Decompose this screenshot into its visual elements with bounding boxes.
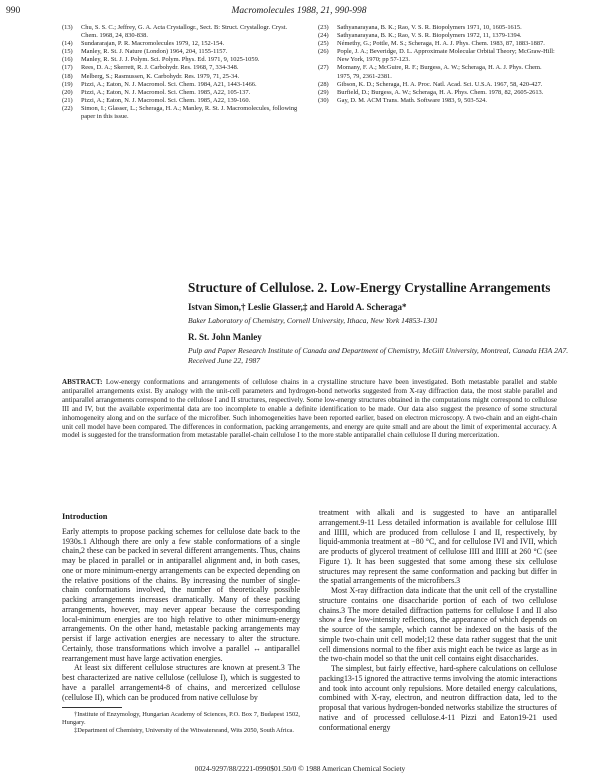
journal-citation: Macromolecules 1988, 21, 990-998 (231, 6, 367, 16)
reference-text: Manley, R. St. J. J. Polym. Sci. Polym. Phys. Ed. 1971, 9, 1025-1059. (81, 56, 260, 64)
reference-entry (62, 64, 299, 72)
reference-text: Pizzi, A.; Eaton, N. J. Macromol. Sci. Chem. 1985, A22, 105-137. (81, 88, 251, 96)
reference-entry (62, 24, 299, 40)
reference-number: (27) (318, 64, 329, 72)
reference-text: Sundararajan, P. R. Macromolecules 1979, 12, 152-154. (81, 40, 225, 48)
body-column-right (319, 508, 557, 732)
affiliation-mcgill: Pulp and Paper Research Institute of Canada and Department of Chemistry, McGill University, Montreal, Canada H3A 2A7. Received June 22, 1987 (188, 346, 569, 365)
reference-number: (17) (62, 64, 73, 72)
reference-number: (26) (318, 48, 329, 56)
body-paragraph: Most X-ray diffraction data indicate that the unit cell of the crystalline structure contains one disaccharide portion of each of two cellulose chains.3 The more detailed diffraction patterns for cellulose I and II also show a few low-intensity reflections, the appearance of which depends on the source of the sample, which cannot be indexed on the basis of the simple two-chain unit cell model;12 these data rather suggest that the unit cell dimensions normal to the fiber axis might each be twice as large as in the two-chain model so that the unit cell contains eight disaccharides. (319, 586, 557, 664)
section-heading-introduction: Introduction (62, 512, 108, 521)
reference-entry (62, 40, 299, 48)
reference-entry (62, 73, 299, 81)
reference-list-left (62, 24, 299, 121)
footnote-hungary: †Institute of Enzymology, Hungarian Academy of Sciences, P.O. Box 7, Budapest 1502, Hungary. (62, 711, 300, 727)
page-number: 990 (6, 6, 21, 16)
reference-entry (318, 32, 555, 40)
reference-entry (62, 97, 299, 105)
body-paragraph: The simplest, but fairly effective, hard-sphere calculations on cellulose packing13-15 ignored the attractive terms involving the atomic interactions and took into account only repulsions. More detailed energy calculations, combined with X-ray, electron, and neutron diffraction data, led to the proposal that various hydrogen-bonded networks stabilize the structures of native and of processed cellulose.4-11 Pizzi and Eaton19-21 used conformational energy (319, 664, 557, 732)
reference-number: (24) (318, 32, 329, 40)
abstract-label: ABSTRACT: (62, 378, 103, 386)
reference-text: Simon, I.; Glasser, L.; Scheraga, H. A.; Manley, R. St. J. Macromolecules, following paper in this issue. (81, 104, 298, 121)
reference-entry (318, 81, 555, 89)
reference-entry (318, 89, 555, 97)
reference-number: (28) (318, 80, 329, 88)
footnote-divider (62, 707, 122, 708)
reference-entry (318, 24, 555, 32)
reference-number: (23) (318, 24, 329, 31)
body-paragraph: At least six different cellulose structures are known at present.3 The best characterized are native cellulose (cellulose I), which is suggested to have a parallel arrangement4-8 of chains, and mercerized cellulose (cellulose II), which can be produced from native cellulose by (62, 663, 300, 702)
copyright-line: 0024-9297/88/2221-0990$01.50/0 © 1988 American Chemical Society (194, 764, 406, 773)
footnote-south-africa: ‡Department of Chemistry, University of the Witwatersrand, Wits 2050, South Africa. (74, 727, 294, 735)
reference-entry (62, 48, 299, 56)
reference-text: Momany, F. A.; McGuire, R. F.; Burgess, A. W.; Scheraga, H. A. J. Phys. Chem. 1975, 79, 2361-2381. (337, 64, 542, 80)
body-paragraph: treatment with alkali and is suggested to have an antiparallel arrangement.9-11 Less detailed information is available for cellulose IIII and IIIII, which are produced from cellulose I and II, respectively, by liquid-ammonia treatment at −80 °C, and for cellulose IVI and IVII, which are products of glycerol treatment of cellulose IIII and IIIII at 260 °C (see Figure 1). It has been suggested that some among these six cellulose structures may represent the same conformation and packing but differ in the spatial arrangements of the microfibers.3 (319, 508, 557, 586)
reference-text: Rees, D. A.; Skerrett, R. J. Carbohydr. Res. 1968, 7, 334-348. (81, 64, 239, 72)
reference-entry (318, 40, 555, 48)
reference-text: Sathyanarayana, B. K.; Rao, V. S. R. Biopolymers 1971, 10, 1605-1615. (337, 24, 522, 31)
reference-entry (62, 81, 299, 89)
reference-entry (318, 48, 555, 64)
reference-text: Gibson, K. D.; Scheraga, H. A. Proc. Natl. Acad. Sci. U.S.A. 1967, 58, 420-427. (337, 80, 543, 88)
body-column-left (62, 508, 300, 735)
reference-entry (318, 97, 555, 105)
reference-number: (25) (318, 40, 329, 48)
reference-number: (21) (62, 96, 73, 104)
reference-number: (15) (62, 48, 73, 56)
reference-number: (30) (318, 96, 329, 104)
affiliation-cornell: Baker Laboratory of Chemistry, Cornell University, Ithaca, New York 14853-1301 (188, 316, 438, 325)
running-head (6, 6, 592, 20)
reference-text: Pople, J. A.; Beveridge, D. L. Approximate Molecular Orbital Theory; McGraw-Hill: New York, 1970; pp 57-123. (337, 48, 555, 64)
reference-text: Sathyanarayana, B. K.; Rao, V. S. R. Biopolymers 1972, 11, 1379-1394. (337, 32, 522, 40)
reference-number: (13) (62, 24, 73, 31)
abstract-text: Low-energy conformations and arrangements of cellulose chains in a crystalline structure have been investigated. Both metastable parallel and stable antiparallel arrangements exist. By analogy with the unit-cell parameters and hydrogen-bond networks suggested from X-ray diffraction data, the most stable parallel and antiparallel arrangements correspond to the cellulose I and II structures, respectively. Some low-energy structures obtained in the computations might correspond to cellulose III and IV, but the available experimental data are too incomplete to enable a definite identification to be made. Our data also suggest the presence of some structural inhomogeneity along and on the surface of the microfiber. Such inhomogeneities have been reported earlier, based on electron microscopy. A two-chain and an eight-chain unit cell model have been compared. The differences in conformation, packing arrangements, and energy are quite small and are about the limit of experimental accuracy. A model is suggested for the transformation from metastable parallel-chain cellulose I to the more stable antiparallel chain cellulose II during mercerization. (62, 378, 557, 440)
reference-number: (14) (62, 40, 73, 48)
reference-text: Melberg, S.; Rasmussen, K. Carbohydr. Res. 1979, 71, 25-34. (81, 72, 240, 80)
reference-text: Pizzi, A.; Eaton, N. J. Macromol. Sci. Chem. 1984, A21, 1443-1466. (81, 80, 257, 88)
reference-number: (22) (62, 104, 73, 112)
reference-number: (20) (62, 88, 73, 96)
reference-text: Gay, D. M. ACM Trans. Math. Software 1983, 9, 503-524. (337, 96, 487, 104)
reference-entry (318, 64, 555, 80)
reference-entry (62, 56, 299, 64)
reference-text: Némethy, G.; Pottle, M. S.; Scheraga, H. A. J. Phys. Chem. 1983, 87, 1883-1887. (337, 40, 545, 48)
reference-text: Chu, S. S. C.; Jeffrey, G. A. Acta Crystallogr., Sect. B: Struct. Crystallogr. Cryst. Chem. 1968, 24, 830-838. (81, 24, 288, 40)
reference-entry (62, 105, 299, 121)
reference-list-right (318, 24, 555, 105)
reference-text: Burfield, D.; Burgess, A. W.; Scheraga, H. A. Phys. Chem. 1978, 82, 2605-2613. (337, 88, 544, 96)
reference-text: Pizzi, A.; Eaton, N. J. Macromol. Sci. Chem. 1985, A22, 139-160. (81, 96, 251, 104)
reference-number: (16) (62, 56, 73, 64)
reference-number: (29) (318, 88, 329, 96)
reference-number: (19) (62, 80, 73, 88)
article-title: Structure of Cellulose. 2. Low-Energy Crystalline Arrangements (188, 280, 551, 295)
author-manley: R. St. John Manley (188, 332, 262, 342)
reference-number: (18) (62, 72, 73, 80)
author-list: Istvan Simon,† Leslie Glasser,‡ and Harold A. Scheraga* (188, 302, 407, 312)
abstract (62, 378, 557, 440)
body-paragraph: Early attempts to propose packing schemes for cellulose date back to the 1930s.1 Although there are only a few stable conformations of a single chain,2 these can be packed in several different arrangements. Thus, chains may be placed in parallel or in antiparallel alignment and, in both cases, one or more minimum-energy arrangements can be expected depending on the relative positions of the chains. By increasing the number of single-chain conformations involved, the number of theoretically possible packing arrangements increases dramatically. Many of these packing arrangements, however, may never appear because the corresponding local-minimum energies are too high relative to other minimum-energy arrangements. On the other hand, metastable packing arrangements may persist if large activation energies are necessary to alter the structure. Certainly, those transformations which involve a parallel ↔ antiparallel rearrangement must have large activation energies. (62, 526, 300, 663)
reference-text: Manley, R. St. J. Nature (London) 1964, 204, 1155-1157. (81, 48, 228, 56)
reference-entry (62, 89, 299, 97)
